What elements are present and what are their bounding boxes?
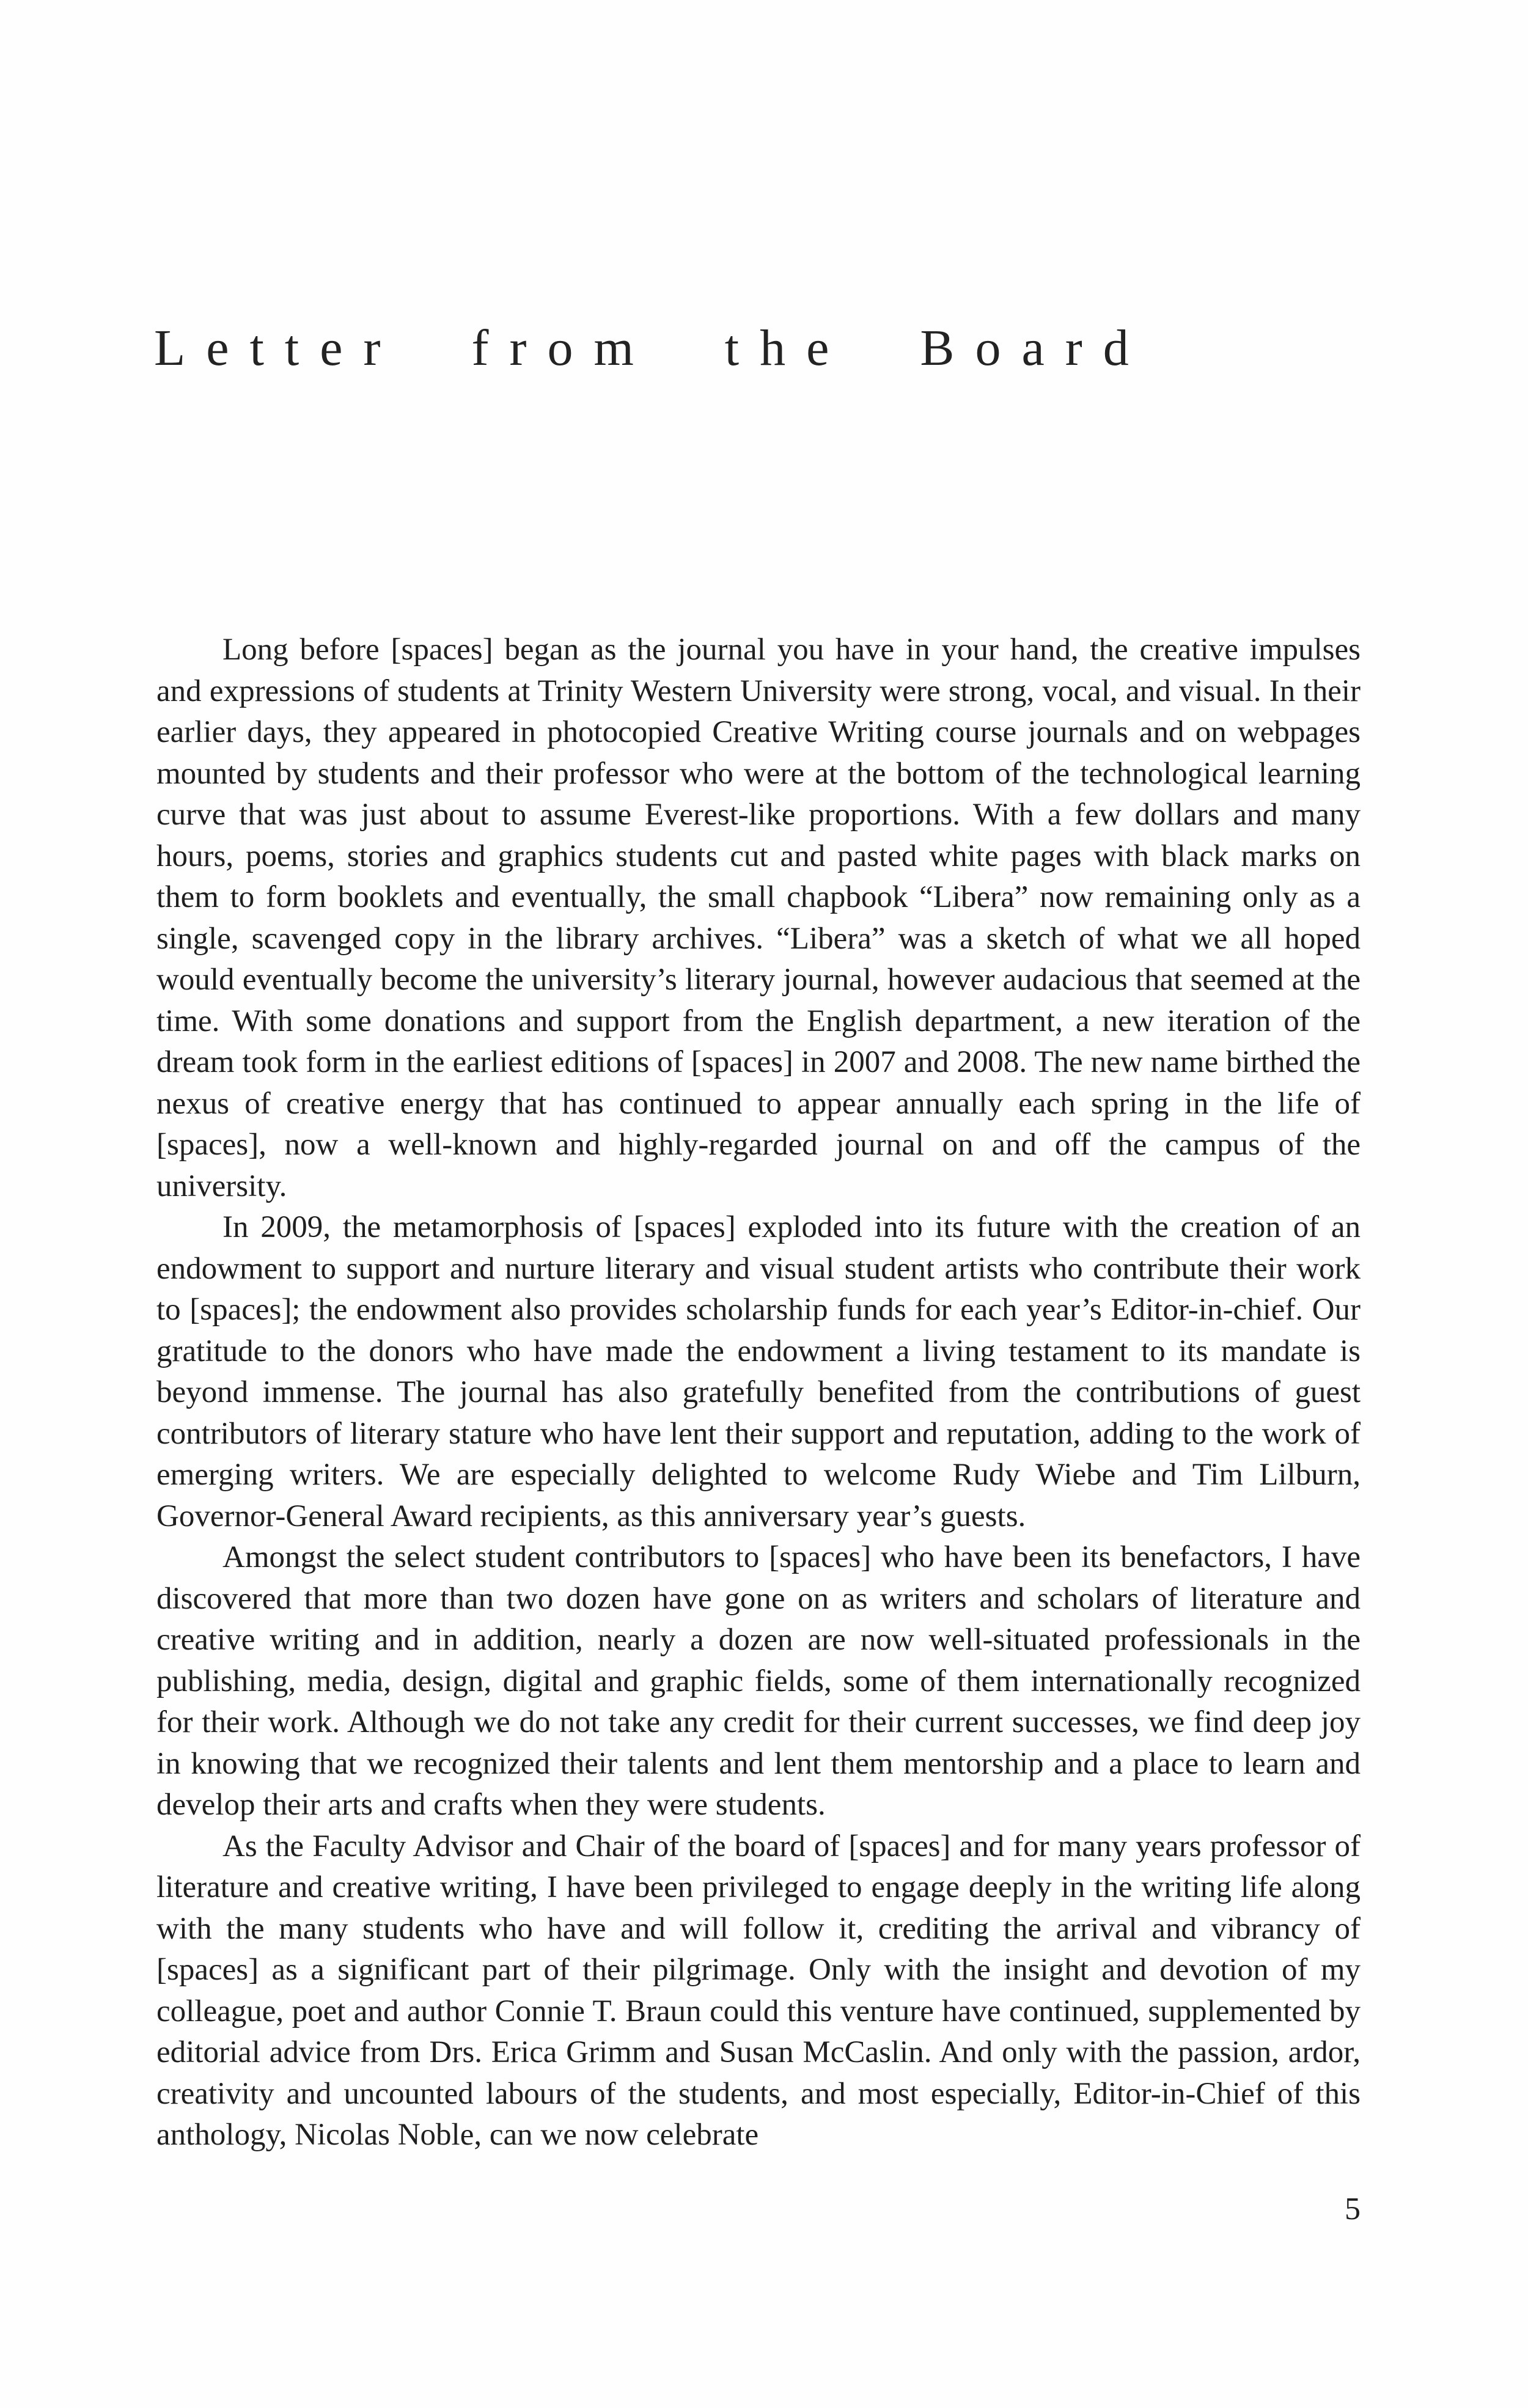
body-paragraph: Amongst the select student contributors to [spaces] who have been its benefactors, I have discovered that more than two dozen have gone on as writers and scholars of literature and creative writing and in addition, nearly a dozen are now well-situated professionals in the publishing, media, design, digital and graphic fields, some of them internationally recognized for their work. Although we do not take any credit for their current successes, we find deep joy in knowing that we recognized their talents and lent them mentorship and a place to learn and develop their arts and crafts when they were students. (156, 1540, 1361, 1822)
body-paragraph: Long before [spaces] began as the journal you have in your hand, the creative impulses and expressions of students at Trinity Western University were strong, vocal, and visual. In their earlier days, they appeared in photocopied Creative Writing course journals and on webpages mounted by students and their professor who were at the bottom of the technological learning curve that was just about to assume Everest-like proportions. With a few dollars and many hours, poems, stories and graphics students cut and pasted white pages with black marks on them to form booklets and eventually, the small chapbook “Libera” now remaining only as a single, scavenged copy in the library archives. “Libera” was a sketch of what we all hoped would eventually become the university’s literary journal, however audacious that seemed at the time. With some donations and support from the English department, a new iteration of the dream took form in the earliest editions of [spaces] in 2007 and 2008. The new name birthed the nexus of creative energy that has continued to appear annually each spring in the life of [spaces], now a well-known and highly-regarded journal on and off the campus of the university. (156, 633, 1361, 1203)
page-number: 5 (1345, 2192, 1361, 2226)
body-paragraph: As the Faculty Advisor and Chair of the board of [spaces] and for many years professor of literature and creative writing, I have been privileged to engage deeply in the writing life along with the many students who have and will follow it, crediting the arrival and vibrancy of [spaces] as a significant part of their pilgrimage. Only with the insight and devotion of my colleague, poet and author Connie T. Braun could this venture have continued, supplemented by editorial advice from Drs. Erica Grimm and Susan McCaslin. And only with the passion, ardor, creativity and uncounted labours of the students, and most especially, Editor-in-Chief of this anthology, Nicolas Noble, can we now celebrate (156, 1829, 1361, 2152)
letter-body (156, 630, 1361, 2156)
page-title: Letter from the Board (154, 320, 1150, 376)
body-paragraph: In 2009, the metamorphosis of [spaces] exploded into its future with the creation of an endowment to support and nurture literary and visual student artists who contribute their work to [spaces]; the endowment also provides scholarship funds for each year’s Editor-in-chief. Our gratitude to the donors who have made the endowment a living testament to its mandate is beyond immense. The journal has also gratefully benefited from the contributions of guest contributors of literary stature who have lent their support and reputation, adding to the work of emerging writers. We are especially delighted to welcome Rudy Wiebe and Tim Lilburn, Governor-General Award recipients, as this anniversary year’s guests. (156, 1210, 1361, 1533)
